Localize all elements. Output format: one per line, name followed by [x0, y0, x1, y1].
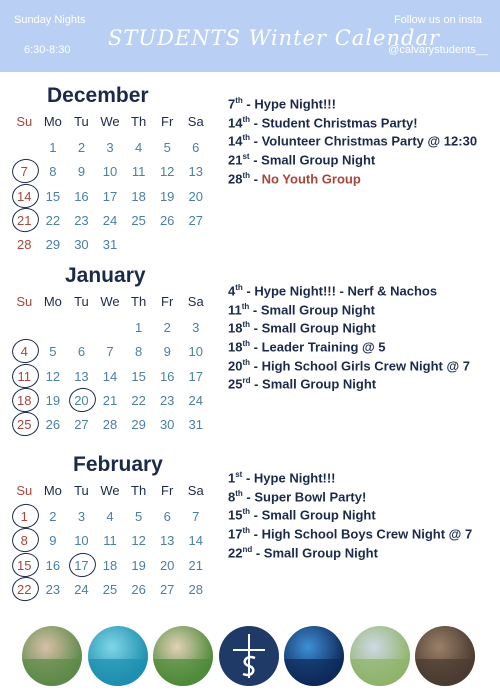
worship-crowd-photo-icon [284, 626, 344, 686]
calendar-date: 5 [163, 140, 171, 155]
calendar-date: 24 [102, 212, 118, 228]
calendar-date: 10 [74, 533, 89, 549]
stage-photo-icon [88, 626, 148, 686]
calendar-date: 6 [163, 509, 171, 524]
calendar-date: 7 [10, 162, 39, 186]
event-date-suffix: th [242, 114, 251, 124]
calendar-date: 12 [45, 368, 61, 384]
event-text: - Leader Training @ 5 [250, 339, 386, 355]
calendar-date: 2 [163, 320, 171, 335]
event-item [228, 171, 498, 190]
event-item [228, 96, 498, 115]
calendar-date: 6 [192, 140, 200, 155]
event-list [228, 96, 498, 189]
event-text: - High School Girls Crew Night @ 7 [250, 358, 471, 374]
weekday-label: We [100, 114, 120, 129]
calendar-date: 26 [131, 581, 146, 597]
calendar-date: 5 [49, 344, 57, 360]
weekday-label: Fr [161, 294, 174, 309]
calendar-week-row [10, 187, 210, 211]
calendar-date: 3 [77, 509, 86, 524]
calendar-date: 1 [10, 507, 39, 531]
calendar-date: 4 [134, 140, 143, 155]
follow-text: Follow us on insta [393, 14, 482, 26]
calendar-date: 28 [102, 417, 118, 433]
event-item [228, 283, 498, 302]
weekday-label: Fr [161, 114, 174, 129]
event-date: 8 [228, 489, 236, 505]
calendar-date: 20 [188, 188, 203, 204]
photo-shade [88, 659, 148, 686]
calendar-date: 13 [74, 368, 89, 384]
calendar-date: 29 [131, 417, 146, 433]
calendar-date: 22 [10, 580, 39, 604]
event-text: - [250, 171, 262, 187]
weekday-label: Su [16, 114, 33, 129]
calendar-date: 4 [10, 342, 39, 366]
calendar-date: 12 [131, 533, 146, 549]
weekday-label: Mo [43, 294, 62, 309]
weekday-label: Sa [187, 483, 204, 498]
outdoor-game-photo-icon [153, 626, 213, 686]
photo-shade [22, 659, 82, 686]
calendar-week-row [10, 138, 210, 162]
logo-badge-icon [219, 626, 279, 686]
calendar-date: 4 [106, 509, 114, 524]
event-date-suffix: th [242, 170, 251, 180]
event-text: - Small Group Night [250, 320, 376, 336]
event-item [228, 133, 498, 152]
calendar-date: 22 [45, 212, 61, 228]
calendar-date: 24 [74, 581, 89, 597]
event-text: - Small Group Night [249, 302, 375, 318]
calendar-date: 13 [159, 533, 175, 549]
calendar-date: 19 [159, 188, 175, 204]
event-date: 15 [228, 507, 243, 523]
event-text: - Small Group Night [249, 152, 376, 168]
event-date: 22 [228, 545, 243, 561]
calendar-date: 17 [102, 188, 118, 204]
calendar-date: 10 [102, 164, 118, 180]
event-date-suffix: th [242, 339, 251, 349]
weekday-label: We [100, 294, 120, 309]
event-date-suffix: th [235, 488, 243, 498]
calendar-date: 21 [188, 557, 203, 573]
weekday-label: We [100, 483, 120, 498]
calendar-date: 30 [74, 237, 89, 253]
calendar-date: 12 [159, 164, 175, 180]
event-date: 7 [228, 96, 236, 112]
calendar-date: 25 [10, 415, 39, 439]
calendar-date: 2 [49, 509, 57, 524]
event-date: 20 [228, 358, 243, 374]
calendar-date: 21 [102, 392, 118, 408]
calendar-date: 6 [77, 344, 86, 360]
weekday-label: Sa [187, 294, 204, 309]
event-text: - Small Group Night [250, 507, 376, 523]
weekday-label: Mo [43, 483, 62, 498]
event-item [228, 302, 498, 321]
instagram-handle: @calvarystudents__ [388, 44, 488, 56]
calendar-date: 19 [131, 557, 146, 573]
calendar-date: 21 [10, 211, 39, 235]
weekday-label: Th [131, 483, 147, 498]
event-item [228, 470, 498, 489]
group-photo-icon [22, 626, 82, 686]
calendar-empty-cell [67, 318, 96, 342]
event-date: 18 [228, 339, 243, 355]
field-group-photo-icon [350, 626, 410, 686]
calendar-date: 23 [74, 212, 89, 228]
calendar-date: 7 [106, 344, 114, 360]
event-date: 25 [228, 376, 243, 392]
event-text: - Small Group Night [250, 376, 377, 392]
event-list [228, 283, 498, 395]
event-list [228, 470, 498, 563]
calendar-date: 16 [45, 557, 61, 573]
event-item [228, 526, 498, 545]
calendar-date: 3 [192, 320, 200, 335]
event-date: 21 [228, 152, 243, 168]
month-calendar-grid [10, 114, 210, 259]
calendar-week-row [10, 507, 210, 531]
calendar-date: 25 [131, 212, 146, 228]
weekday-label: Su [16, 294, 33, 309]
calendar-date: 8 [10, 531, 39, 555]
calendar-date: 3 [106, 140, 114, 155]
calendar-date: 9 [49, 533, 57, 549]
calendar-date: 17 [67, 556, 96, 580]
event-item [228, 320, 498, 339]
event-date-suffix: nd [242, 544, 253, 554]
calendar-week-row [10, 342, 210, 366]
calendar-week-row [10, 367, 210, 391]
event-date-suffix: st [242, 152, 250, 162]
calendar-week-row [10, 556, 210, 580]
event-date-suffix: th [235, 96, 243, 105]
calendar-empty-cell [39, 318, 68, 342]
calendar-date: 17 [188, 368, 203, 384]
event-item [228, 545, 498, 564]
month-calendar-grid [10, 294, 210, 439]
calendar-empty-cell [96, 318, 125, 342]
calendar-date: 1 [134, 320, 143, 335]
calendar-date: 31 [188, 417, 203, 433]
event-text: - Hype Night!!! - Nerf & Nachos [242, 283, 438, 299]
calendar-date: 20 [159, 557, 175, 573]
event-text: - Student Christmas Party! [250, 115, 418, 131]
calendar-date: 5 [134, 509, 143, 524]
calendar-empty-cell [153, 235, 182, 259]
header-banner [0, 0, 500, 72]
indoor-group-photo-icon [415, 626, 475, 686]
calendar-date: 27 [159, 581, 175, 597]
month-title: January [65, 264, 146, 287]
event-date: 11 [228, 302, 242, 318]
calendar-date: 26 [45, 417, 61, 433]
calendar-date: 11 [131, 164, 146, 180]
calendar-date: 11 [10, 367, 39, 391]
photo-strip [22, 626, 482, 688]
weekday-label: Tu [74, 294, 89, 309]
month-title: December [47, 84, 149, 107]
calendar-date: 15 [131, 368, 146, 384]
calendar-week-row [10, 531, 210, 555]
calendar-date: 18 [131, 188, 146, 204]
calendar-week-row [10, 162, 210, 186]
weekday-label: Tu [74, 483, 89, 498]
calendar-date: 25 [102, 581, 118, 597]
calendar-date: 9 [163, 344, 171, 360]
weekday-label: Fr [161, 483, 174, 498]
event-date-suffix: th [242, 357, 251, 367]
weekday-label: Mo [43, 114, 62, 129]
calendar-week-row [10, 391, 210, 415]
event-date: 17 [228, 526, 243, 542]
calendar-date: 27 [188, 212, 203, 228]
event-item [228, 507, 498, 526]
calendar-date: 2 [77, 140, 86, 155]
calendar-date: 31 [102, 237, 118, 253]
event-text: - Hype Night!!! [242, 96, 336, 112]
calendar-date: 28 [17, 237, 32, 253]
event-date: 28 [228, 171, 243, 187]
event-date: 4 [228, 283, 236, 299]
month-title: February [73, 453, 163, 476]
event-item [228, 339, 498, 358]
calendar-week-row [10, 415, 210, 439]
calendar-date: 16 [74, 188, 89, 204]
event-date-suffix: th [242, 507, 251, 517]
calendar-date: 22 [131, 392, 146, 408]
event-date-suffix: th [235, 283, 243, 292]
event-item [228, 376, 498, 395]
calendar-week-row [10, 318, 210, 342]
calendar-date: 1 [49, 140, 57, 155]
calendar-date: 29 [45, 237, 61, 253]
weekday-header-row [10, 114, 210, 138]
calendar-date: 7 [192, 509, 200, 524]
calendar-date: 18 [102, 557, 118, 573]
photo-shade [415, 659, 475, 686]
calendar-date: 23 [45, 581, 61, 597]
calendar-date: 14 [102, 368, 118, 384]
event-date-suffix: th [242, 526, 251, 536]
event-date: 1 [228, 470, 236, 486]
event-item [228, 152, 498, 171]
calendar-date: 23 [159, 392, 175, 408]
calendar-date: 30 [159, 417, 175, 433]
calendar-date: 15 [45, 188, 61, 204]
calendar-date: 27 [74, 417, 89, 433]
calendar-date: 28 [188, 581, 203, 597]
weekday-label: Tu [74, 114, 89, 129]
meeting-day-text: Sunday Nights [14, 14, 86, 26]
event-date-suffix: rd [242, 376, 251, 386]
calendar-date: 19 [45, 392, 61, 408]
event-date: 18 [228, 320, 243, 336]
photo-shade [153, 659, 213, 686]
event-text: - Small Group Night [252, 545, 378, 561]
calendar-date: 8 [134, 344, 143, 360]
calendar-date: 9 [77, 164, 86, 180]
calendar-date: 11 [103, 533, 117, 549]
event-date-suffix: th [242, 320, 251, 330]
calendar-date: 14 [188, 533, 203, 549]
meeting-time-text: 6:30-8:30 [24, 44, 71, 56]
event-text: - Hype Night!!! [242, 470, 336, 486]
calendar-date: 14 [10, 187, 39, 211]
event-date-suffix: st [235, 470, 243, 479]
calendar-date: 26 [159, 212, 175, 228]
calendar-date: 20 [67, 391, 96, 415]
weekday-label: Th [131, 294, 147, 309]
month-calendar-grid [10, 483, 210, 604]
calendar-date: 13 [188, 164, 203, 180]
event-item [228, 358, 498, 377]
calendar-date: 8 [49, 164, 57, 180]
photo-shade [284, 659, 344, 686]
event-text: - High School Boys Crew Night @ 7 [250, 526, 473, 542]
event-text: - Volunteer Christmas Party @ 12:30 [250, 133, 478, 149]
event-date: 14 [228, 115, 243, 131]
event-date-suffix: th [241, 301, 250, 311]
calendar-week-row [10, 580, 210, 604]
calendar-empty-cell [181, 235, 210, 259]
event-item [228, 115, 498, 134]
calendar-week-row [10, 211, 210, 235]
weekday-header-row [10, 483, 210, 507]
event-text-highlight: No Youth Group [261, 171, 361, 187]
calendar-week-row [10, 235, 210, 259]
calendar-date: 18 [10, 391, 39, 415]
event-text: - Super Bowl Party! [242, 489, 367, 505]
weekday-label: Sa [187, 114, 204, 129]
calendar-empty-cell [124, 235, 153, 259]
photo-shade [350, 659, 410, 686]
weekday-label: Th [131, 114, 147, 129]
calendar-date: 16 [159, 368, 175, 384]
weekday-label: Su [16, 483, 33, 498]
calendar-date: 10 [188, 344, 203, 360]
event-date-suffix: th [242, 133, 251, 143]
calendar-title: STUDENTS Winter Calendar [108, 26, 440, 50]
event-item [228, 489, 498, 508]
calendar-date: 24 [188, 392, 203, 408]
event-date: 14 [228, 133, 243, 149]
calendar-date: 15 [10, 556, 39, 580]
weekday-header-row [10, 294, 210, 318]
